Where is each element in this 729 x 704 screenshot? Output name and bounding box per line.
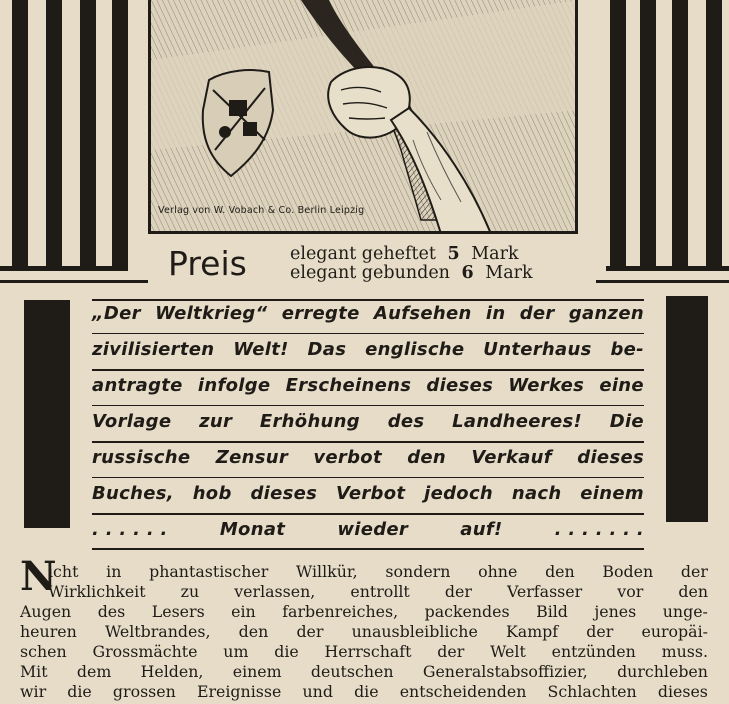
word: durchleben bbox=[617, 662, 708, 681]
stripe-base-bar bbox=[0, 280, 148, 283]
word: jenes bbox=[594, 602, 637, 621]
word: europäi- bbox=[641, 622, 708, 641]
quote-line bbox=[92, 447, 644, 468]
quote-line bbox=[92, 303, 644, 324]
word: in bbox=[106, 562, 122, 581]
word: ein bbox=[231, 602, 256, 621]
word: Bild bbox=[536, 602, 568, 621]
word: infolge bbox=[197, 375, 271, 396]
word: zur bbox=[199, 411, 233, 432]
word: Welt! bbox=[233, 339, 289, 360]
word: Lesers bbox=[151, 602, 205, 621]
body-line bbox=[20, 602, 708, 621]
quote-line bbox=[92, 519, 644, 540]
word: entscheidenden bbox=[399, 682, 527, 701]
word: icht bbox=[48, 562, 79, 581]
word: dem bbox=[76, 662, 112, 681]
drop-cap: N bbox=[20, 553, 57, 600]
quote-rule bbox=[92, 548, 644, 550]
quote-rule bbox=[92, 477, 644, 478]
word: Zensur bbox=[215, 447, 289, 468]
stripe bbox=[46, 0, 62, 268]
word: den bbox=[407, 447, 447, 468]
word: muss. bbox=[661, 642, 708, 661]
word: einem bbox=[232, 662, 282, 681]
price-label: elegant gebunden bbox=[290, 263, 450, 283]
price-row-gebunden bbox=[290, 263, 533, 283]
word: dieses bbox=[426, 375, 494, 396]
word: schen bbox=[20, 642, 67, 661]
word: Weltkrieg“ bbox=[155, 303, 268, 324]
word: des bbox=[97, 602, 126, 621]
stripe bbox=[640, 0, 656, 268]
quote-rule bbox=[92, 405, 644, 406]
stripe bbox=[610, 0, 626, 268]
word: die bbox=[354, 682, 379, 701]
word: Aufsehen bbox=[373, 303, 472, 324]
quote-rule bbox=[92, 441, 644, 443]
left-black-block bbox=[24, 300, 70, 528]
price-unit: Mark bbox=[485, 263, 533, 283]
word: unausbleibliche bbox=[351, 622, 478, 641]
word: die bbox=[67, 682, 92, 701]
body-line bbox=[48, 562, 708, 581]
word: Ereignisse bbox=[196, 682, 282, 701]
word: Werkes bbox=[508, 375, 585, 396]
word: eine bbox=[599, 375, 644, 396]
word: dieses bbox=[657, 682, 708, 701]
quote-rule bbox=[92, 513, 644, 515]
word: Helden, bbox=[140, 662, 204, 681]
stripe-base-bar bbox=[596, 280, 729, 283]
word: ohne bbox=[478, 562, 518, 581]
word: englische bbox=[365, 339, 465, 360]
word: farbenreiches, bbox=[282, 602, 399, 621]
word: der bbox=[296, 622, 324, 641]
stripe-base-bar bbox=[606, 266, 729, 271]
stripe bbox=[706, 0, 722, 268]
word: Unterhaus bbox=[483, 339, 592, 360]
word: jedoch bbox=[424, 483, 494, 504]
word: auf! bbox=[460, 519, 503, 540]
word: Die bbox=[609, 411, 644, 432]
word: Verbot bbox=[335, 483, 406, 504]
price-amount: 6 bbox=[461, 263, 474, 283]
word: Generalstabsoffizier, bbox=[422, 662, 588, 681]
word: der bbox=[444, 582, 472, 601]
price-amount: 5 bbox=[447, 244, 460, 264]
word: und bbox=[302, 682, 333, 701]
word: erregte bbox=[281, 303, 360, 324]
word: nach bbox=[511, 483, 562, 504]
stripe bbox=[672, 0, 688, 268]
price-heading: Preis bbox=[168, 244, 247, 283]
quote-rule bbox=[92, 369, 644, 371]
word: dieses bbox=[250, 483, 318, 504]
word: unge- bbox=[662, 602, 708, 621]
price-row-geheftet bbox=[290, 244, 519, 264]
body-line bbox=[20, 642, 708, 661]
word: die bbox=[274, 642, 299, 661]
word: Buches, bbox=[92, 483, 174, 504]
quote-line bbox=[92, 411, 644, 432]
word: wir bbox=[20, 682, 47, 701]
word: des bbox=[387, 411, 425, 432]
word: den bbox=[678, 582, 708, 601]
publisher-imprint: Verlag von W. Vobach & Co. Berlin Leipzig bbox=[158, 205, 365, 216]
word: Weltbrandes, bbox=[104, 622, 211, 641]
word: packendes bbox=[424, 602, 510, 621]
quote-line bbox=[92, 483, 644, 504]
word: wieder bbox=[337, 519, 409, 540]
word: den bbox=[238, 622, 269, 641]
word: Willkür, bbox=[296, 562, 358, 581]
word: Herrschaft bbox=[324, 642, 412, 661]
price-label: elegant geheftet bbox=[290, 244, 436, 264]
word: Verkauf bbox=[471, 447, 552, 468]
word: der bbox=[437, 642, 465, 661]
word: Mit bbox=[20, 662, 48, 681]
word: antragte bbox=[92, 375, 183, 396]
word: zivilisierten bbox=[92, 339, 215, 360]
word: entzünden bbox=[551, 642, 636, 661]
word: Erhöhung bbox=[259, 411, 360, 432]
word: Vorlage bbox=[92, 411, 172, 432]
body-line bbox=[20, 622, 708, 641]
quote-rule bbox=[92, 299, 644, 301]
word: einem bbox=[580, 483, 644, 504]
word: phantastischer bbox=[149, 562, 269, 581]
word: russische bbox=[92, 447, 191, 468]
word: Monat bbox=[219, 519, 286, 540]
word: grossen bbox=[112, 682, 176, 701]
word: sondern bbox=[385, 562, 451, 581]
word: verbot bbox=[313, 447, 382, 468]
stripe bbox=[112, 0, 128, 268]
body-line bbox=[48, 582, 708, 601]
word: heuren bbox=[20, 622, 77, 641]
word: zu bbox=[180, 582, 200, 601]
quote-rule bbox=[92, 333, 644, 334]
word: entrollt bbox=[350, 582, 410, 601]
word: der bbox=[519, 303, 555, 324]
word: Augen bbox=[20, 602, 72, 621]
word: verlassen, bbox=[234, 582, 316, 601]
word: . . . . . . bbox=[92, 519, 168, 540]
word: der bbox=[586, 622, 614, 641]
stripe-base-bar bbox=[0, 266, 128, 271]
word: Landheeres! bbox=[452, 411, 582, 432]
word: deutschen bbox=[310, 662, 394, 681]
word: in bbox=[485, 303, 506, 324]
price-unit: Mark bbox=[471, 244, 519, 264]
word: Verfasser bbox=[506, 582, 583, 601]
word: den bbox=[545, 562, 575, 581]
word: der bbox=[680, 562, 708, 581]
word: Grossmächte bbox=[92, 642, 198, 661]
word: . . . . . . . bbox=[554, 519, 644, 540]
stripe bbox=[12, 0, 28, 268]
body-line bbox=[20, 662, 708, 681]
word: Schlachten bbox=[547, 682, 637, 701]
book-cover-illustration bbox=[148, 0, 578, 234]
word: „Der bbox=[92, 303, 141, 324]
word: Kampf bbox=[505, 622, 559, 641]
word: dieses bbox=[577, 447, 644, 468]
word: um bbox=[223, 642, 249, 661]
body-line bbox=[20, 682, 708, 701]
word: Welt bbox=[490, 642, 526, 661]
word: Wirklichkeit bbox=[48, 582, 146, 601]
word: vor bbox=[617, 582, 644, 601]
right-black-block bbox=[666, 296, 708, 522]
word: hob bbox=[192, 483, 232, 504]
quote-line bbox=[92, 339, 644, 360]
word: Das bbox=[307, 339, 347, 360]
quote-line bbox=[92, 375, 644, 396]
word: be- bbox=[610, 339, 644, 360]
stripe bbox=[80, 0, 96, 268]
word: Erscheinens bbox=[285, 375, 412, 396]
word: Boden bbox=[602, 562, 654, 581]
word: ganzen bbox=[568, 303, 644, 324]
